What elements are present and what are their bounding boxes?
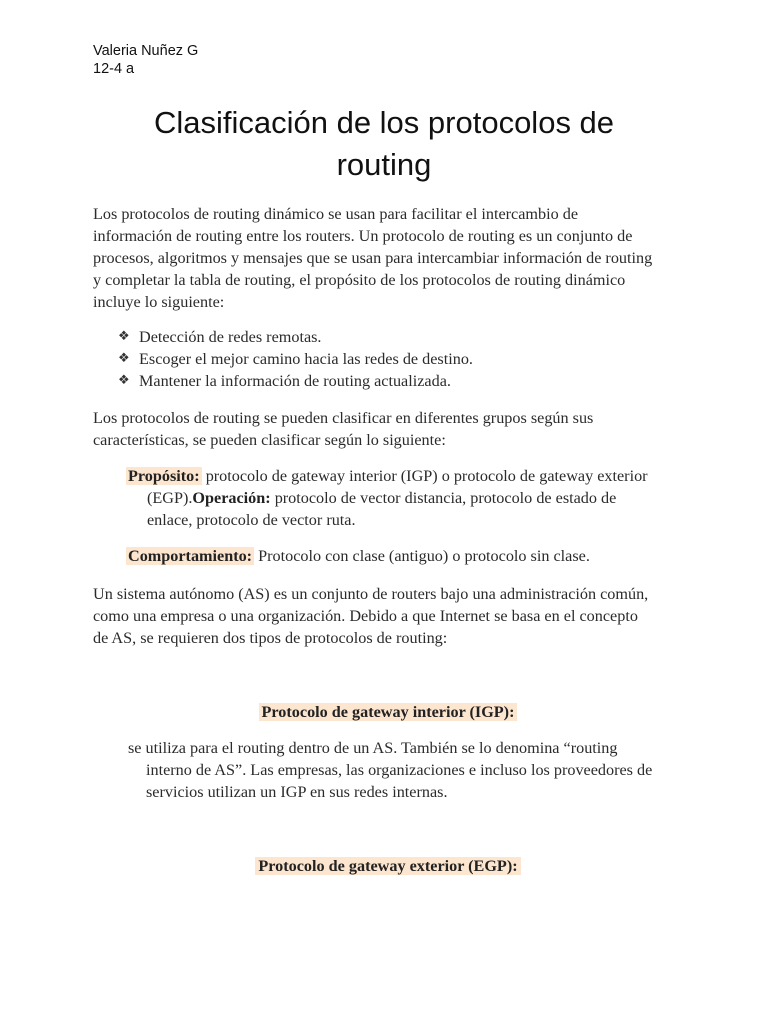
diamond-bullet-icon: ❖ bbox=[118, 329, 130, 344]
diamond-bullet-icon: ❖ bbox=[118, 351, 130, 366]
document-header bbox=[93, 42, 198, 78]
intro-line: incluye lo siguiente: bbox=[93, 293, 225, 311]
intro-line: procesos, algoritmos y mensajes que se usan para intercambiar información de routing bbox=[93, 249, 653, 267]
page-title bbox=[60, 102, 708, 186]
operation-label: Operación: bbox=[192, 489, 271, 507]
igp-line: interno de AS”. Las empresas, las organizaciones e incluso los proveedores de bbox=[146, 761, 653, 779]
intro-paragraph bbox=[93, 203, 683, 313]
purpose-block bbox=[126, 465, 697, 531]
list-item-text: Mantener la información de routing actualizada. bbox=[139, 372, 451, 390]
list-item-text: Escoger el mejor camino hacia las redes de destino. bbox=[139, 350, 473, 368]
list-item-text: Detección de redes remotas. bbox=[139, 328, 322, 346]
intro-line: información de routing entre los routers. Un protocolo de routing es un conjunto de bbox=[93, 227, 633, 245]
title-line-1: Clasificación de los protocolos de bbox=[153, 105, 615, 140]
as-line: de AS, se requieren dos tipos de protocolos de routing: bbox=[93, 629, 448, 647]
egp-heading bbox=[93, 855, 683, 877]
as-paragraph bbox=[93, 583, 683, 649]
behavior-block bbox=[126, 545, 697, 567]
as-line: Un sistema autónomo (AS) es un conjunto de routers bajo una administración común, bbox=[93, 585, 649, 603]
as-line: como una empresa o una organización. Debido a que Internet se basa en el concepto bbox=[93, 607, 638, 625]
intro-line: y completar la tabla de routing, el propósito de los protocolos de routing dinámico bbox=[93, 271, 626, 289]
classification-line: Los protocolos de routing se pueden clasificar en diferentes grupos según sus bbox=[93, 409, 594, 427]
igp-line: servicios utilizan un IGP en sus redes internas. bbox=[146, 783, 448, 801]
classification-paragraph bbox=[93, 407, 683, 451]
igp-heading bbox=[93, 701, 683, 723]
classification-line: características, se pueden clasificar según lo siguiente: bbox=[93, 431, 446, 449]
purpose-text: (EGP). bbox=[147, 489, 193, 507]
behavior-label: Comportamiento: bbox=[128, 547, 253, 565]
igp-heading-text: Protocolo de gateway interior (IGP): bbox=[259, 703, 518, 721]
intro-line: Los protocolos de routing dinámico se usan para facilitar el intercambio de bbox=[93, 205, 579, 223]
purpose-label: Propósito: bbox=[128, 467, 200, 485]
igp-description bbox=[128, 737, 694, 803]
list-item bbox=[118, 370, 678, 392]
purpose-text: protocolo de gateway interior (IGP) o protocolo de gateway exterior bbox=[201, 467, 648, 485]
behavior-text: Protocolo con clase (antiguo) o protocolo sin clase. bbox=[254, 547, 590, 565]
igp-line: se utiliza para el routing dentro de un AS. También se lo denomina “routing bbox=[128, 739, 618, 757]
list-item bbox=[118, 326, 678, 348]
title-line-2: routing bbox=[336, 147, 432, 182]
group-label: 12-4 a bbox=[93, 61, 135, 77]
bullet-list bbox=[118, 326, 678, 392]
operation-text: enlace, protocolo de vector ruta. bbox=[147, 511, 356, 529]
author-name: Valeria Nuñez G bbox=[93, 43, 199, 59]
egp-heading-text: Protocolo de gateway exterior (EGP): bbox=[255, 857, 520, 875]
operation-text: protocolo de vector distancia, protocolo de estado de bbox=[270, 489, 617, 507]
diamond-bullet-icon: ❖ bbox=[118, 373, 130, 388]
list-item bbox=[118, 348, 678, 370]
